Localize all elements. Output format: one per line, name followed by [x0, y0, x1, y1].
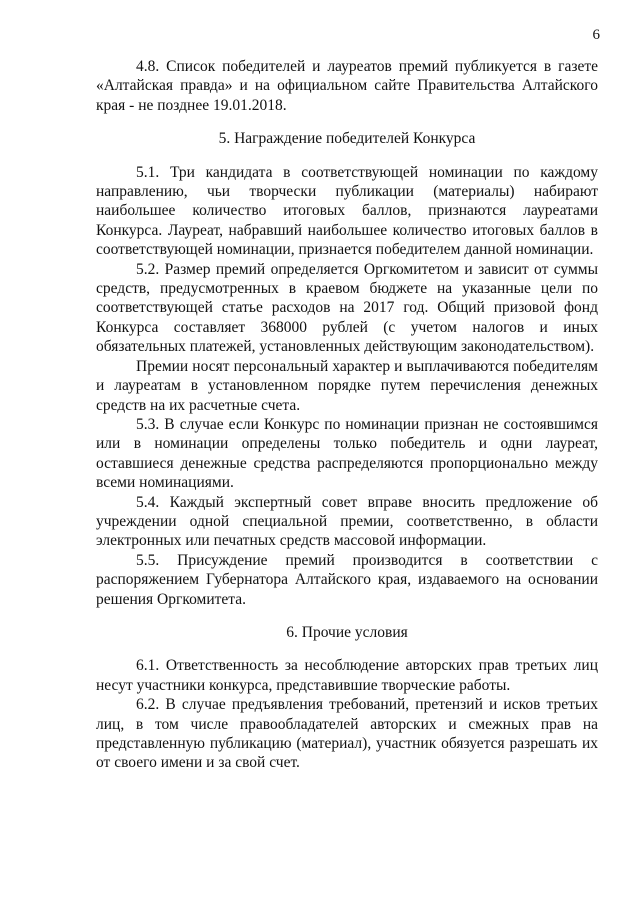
paragraph-6-1: 6.1. Ответственность за несоблюдение авторских прав третьих лиц несут участники конкурса, представившие творческие работы. — [96, 657, 598, 694]
section-heading-5: 5. Награждение победителей Конкурса — [218, 130, 476, 148]
paragraph-5-4: 5.4. Каждый экспертный совет вправе вносить предложение об учреждении одной специальной премии, соответственно, в области электронных или печатных средств массовой информации. — [96, 493, 598, 550]
section-heading-6: 6. Прочие условия — [286, 623, 408, 641]
paragraph-4-8: 4.8. Список победителей и лауреатов премий публикуется в газете «Алтайская правда» и на официальном сайте Правительства Алтайского края - не позднее 19.01.2018. — [96, 58, 598, 114]
document-body — [96, 57, 598, 773]
paragraph-6-2: 6.2. В случае предъявления требований, претензий и исков третьих лиц, в том числе правообладателей авторских и смежных прав на представленную публикацию (материал), участник обязуется разрешать их от своего имени и за свой счет. — [96, 696, 598, 772]
page-number: 6 — [592, 27, 600, 43]
paragraph-5-5: 5.5. Присуждение премий производится в соответствии с распоряжением Губернатора Алтайского края, издаваемого на основании решения Оргкомитета. — [96, 551, 598, 608]
paragraph-prizes: Премии носят персональный характер и выплачиваются победителям и лауреатам в установленном порядке путем перечисления денежных средств на их расчетные счета. — [96, 357, 598, 414]
paragraph-5-3: 5.3. В случае если Конкурс по номинации признан не состоявшимся или в номинации определены только победитель и одни лауреат, оставшиеся денежные средства распределяются пропорционально между всеми номинациями. — [96, 415, 598, 492]
paragraph-5-1: 5.1. Три кандидата в соответствующей номинации по каждому направлению, чьи творчески публикации (материалы) набирают наибольшее количество итоговых баллов, признаются лауреатами Конкурса. Лауреат, набравший наибольшее количество итоговых баллов в соответствующей номинации, признается победителем данной номинации. — [96, 163, 598, 259]
paragraph-5-2: 5.2. Размер премий определяется Оргкомитетом и зависит от суммы средств, предусмотренных в краевом бюджете на указанные цели по соответствующей статье расходов на 2017 год. Общий призовой фонд Конкурса составляет 368000 рублей (с учетом налогов и иных обязательных платежей, установленных действующим законодательством). — [96, 260, 598, 356]
